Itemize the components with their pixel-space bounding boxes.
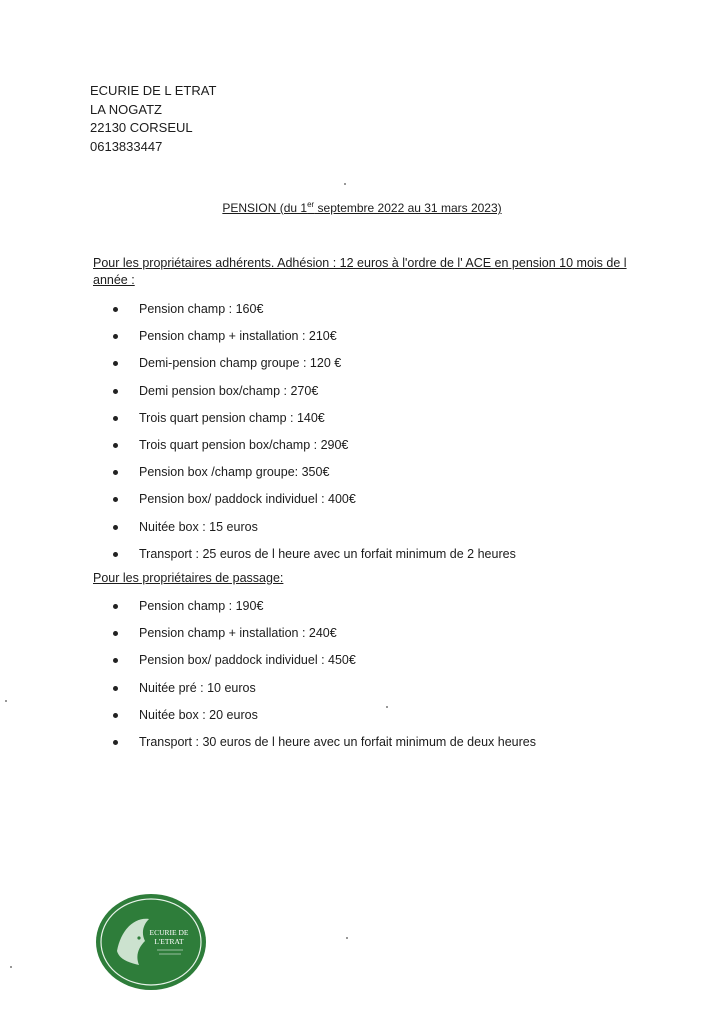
price-item-text: Pension champ : 190€ — [139, 599, 264, 613]
section-visitors-heading: Pour les propriétaires de passage: — [93, 571, 284, 585]
price-item-text: Pension champ + installation : 240€ — [139, 626, 337, 641]
scan-speck — [10, 966, 12, 968]
bullet-icon — [113, 361, 118, 366]
price-item-text: Pension box /champ groupe: 350€ — [139, 465, 330, 480]
bullet-icon — [113, 497, 118, 502]
title-prefix: PENSION (du 1 — [222, 201, 308, 215]
price-item — [0, 489, 516, 516]
price-item-text: Demi pension box/champ : 270€ — [139, 383, 319, 398]
stable-phone: 0613833447 — [90, 138, 163, 154]
price-item-text: Demi-pension champ groupe : 120 € — [139, 356, 342, 371]
price-item-text: Transport : 30 euros de l heure avec un forfait minimum de deux heures — [139, 734, 536, 749]
bullet-icon — [113, 443, 118, 448]
stable-city: 22130 CORSEUL — [90, 120, 193, 135]
document-title — [0, 200, 724, 215]
stamp-line-1: ECURIE DE — [149, 928, 189, 937]
price-item — [0, 326, 516, 353]
title-suffix: septembre 2022 au 31 mars 2023) — [314, 201, 502, 215]
price-item-text: Nuitée pré : 10 euros — [139, 680, 256, 695]
stable-stamp — [95, 893, 207, 991]
bullet-icon — [113, 552, 118, 557]
bullet-icon — [113, 686, 118, 691]
price-item-text: Pension box/ paddock individuel : 450€ — [139, 653, 356, 668]
stamp-line-2: L'ETRAT — [154, 937, 184, 946]
scan-speck — [346, 937, 348, 939]
stable-place: LA NOGATZ — [90, 101, 162, 117]
price-item — [0, 381, 516, 408]
visitors-price-list — [0, 596, 536, 759]
scan-speck — [386, 706, 388, 708]
price-item-text: Nuitée box : 20 euros — [139, 707, 258, 722]
price-item-text: Trois quart pension box/champ : 290€ — [139, 437, 349, 452]
price-item-text: Nuitée box : 15 euros — [139, 519, 258, 534]
price-item-text: Transport : 25 euros de l heure avec un forfait minimum de 2 heures — [139, 546, 516, 561]
price-item — [0, 623, 536, 650]
bullet-icon — [113, 631, 118, 636]
price-item — [0, 650, 536, 677]
price-item-text: Trois quart pension champ : 140€ — [139, 410, 325, 425]
price-item — [0, 544, 516, 571]
bullet-icon — [113, 658, 118, 663]
price-item — [0, 732, 536, 759]
price-item — [0, 678, 536, 705]
bullet-icon — [113, 470, 118, 475]
address-block — [90, 82, 216, 156]
bullet-icon — [113, 416, 118, 421]
bullet-icon — [113, 334, 118, 339]
price-item — [0, 353, 516, 380]
price-item-text: Pension box/ paddock individuel : 400€ — [139, 492, 356, 507]
scan-speck — [344, 183, 346, 185]
price-item — [0, 299, 516, 326]
bullet-icon — [113, 740, 118, 745]
members-price-list — [0, 299, 516, 571]
price-item-text: Pension champ : 160€ — [139, 302, 264, 316]
price-item — [0, 705, 536, 732]
bullet-icon — [113, 713, 118, 718]
horse-eye-icon — [137, 936, 140, 939]
title-text — [222, 201, 501, 215]
title-superscript: er — [307, 200, 315, 209]
bullet-icon — [113, 525, 118, 530]
section-members-heading: Pour les propriétaires adhérents. Adhésion : 12 euros à l'ordre de l' ACE en pension 10 mois de l année : — [93, 256, 627, 287]
stable-name: ECURIE DE L ETRAT — [90, 83, 217, 98]
price-item — [0, 596, 536, 623]
bullet-icon — [113, 307, 118, 312]
price-item — [0, 517, 516, 544]
price-item — [0, 408, 516, 435]
stamp-disc — [96, 894, 206, 990]
bullet-icon — [113, 389, 118, 394]
bullet-icon — [113, 604, 118, 609]
price-item — [0, 435, 516, 462]
scan-speck — [5, 700, 7, 702]
price-item-text: Pension champ + installation : 210€ — [139, 329, 337, 344]
price-item — [0, 462, 516, 489]
